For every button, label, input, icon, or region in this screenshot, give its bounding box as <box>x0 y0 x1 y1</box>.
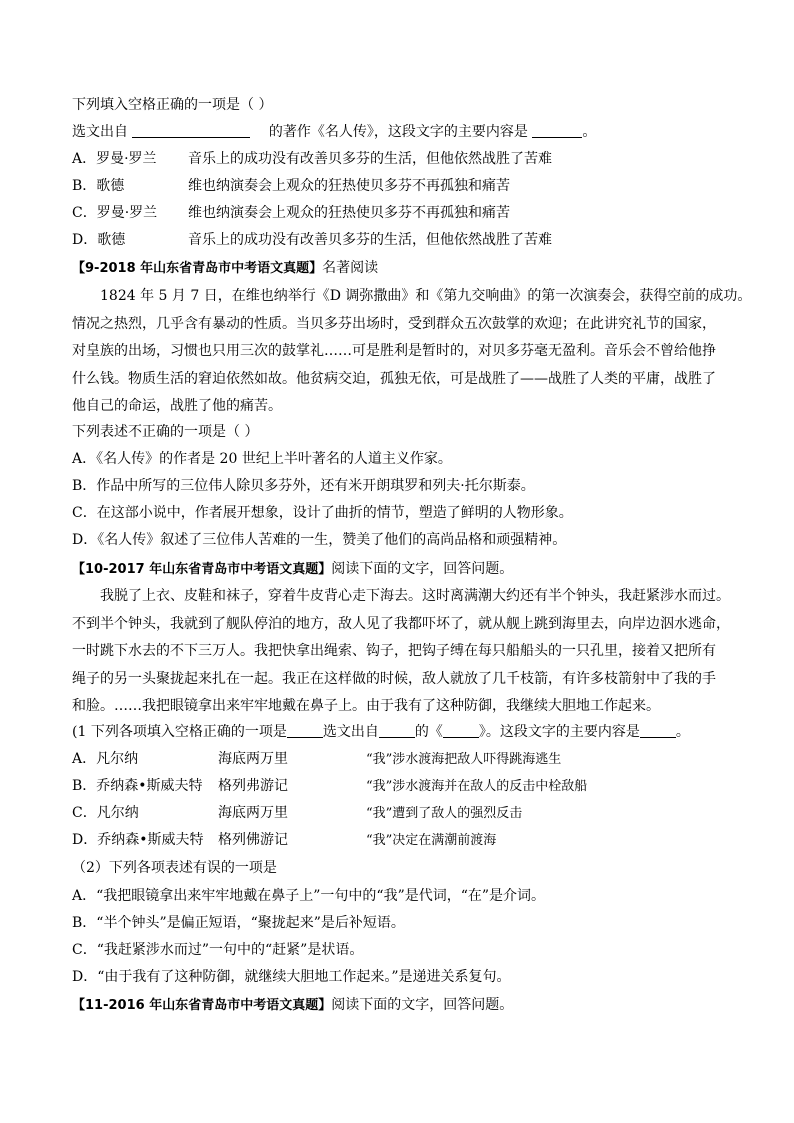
option-row <box>72 146 552 173</box>
option-label: A．凡尔纳 <box>72 751 139 767</box>
passage-line: 情况之热烈，几乎含有暴动的性质。当贝多芬出场时，受到群众五次鼓掌的欢迎；在此讲究礼节的国家， <box>72 316 716 332</box>
heading-source: 【10-2017 年山东省青岛市中考语文真题】 <box>72 562 332 577</box>
option-label: D．歌德 <box>72 232 126 248</box>
question-prompt: 下列表述不正确的一项是（ ） <box>72 424 259 440</box>
heading-tail: 阅读下面的文字，回答问题。 <box>331 997 514 1013</box>
heading-tail: 名著阅读 <box>322 260 379 276</box>
passage-line: 1824 年 5 月 7 日，在维也纳举行《D 调弥撒曲》和《第九交响曲》的第一次演奏会，获得空前的成功。 <box>100 288 752 304</box>
heading-tail: 阅读下面的文字，回答问题。 <box>331 561 514 577</box>
stem-text: 。 <box>582 124 597 140</box>
stem-text: 》。这段文字的主要内容是 <box>478 724 640 740</box>
option-book: 海底两万里 <box>218 805 288 821</box>
stem-text: (1 下列各项填入空格正确的一项是 <box>72 724 287 740</box>
passage-line: 绳子的另一头聚拢起来扎在一起。我正在这样做的时候，敌人就放了几千枝箭，有许多枝箭射中了我的手 <box>72 671 716 687</box>
option-label: A．罗曼·罗兰 <box>72 151 157 167</box>
option-book: 格列弗游记 <box>218 778 288 794</box>
passage-line: 一时跳下水去的不下三万人。我把快拿出绳索、钩子，把钩子缚在每只船船头的一只孔里，接着又把所有 <box>72 643 716 659</box>
option-row <box>72 773 587 800</box>
option-text: “我”决定在满潮前渡海 <box>366 833 497 848</box>
answer-blank[interactable] <box>132 123 250 138</box>
option-row: C．在这部小说中，作者展开想象，设计了曲折的情节，塑造了鲜明的人物形象。 <box>72 505 573 521</box>
option-text: “我”遭到了敌人的强烈反击 <box>366 806 523 821</box>
question-prompt: 下列填入空格正确的一项是（ ） <box>72 97 273 113</box>
option-row: A．《名人传》的作者是 20 世纪上半叶著名的人道主义作家。 <box>72 451 452 467</box>
stem-text: 选文出自 <box>322 724 379 740</box>
answer-blank[interactable] <box>379 723 415 738</box>
option-row: C．“我赶紧涉水而过”一句中的“赶紧”是状语。 <box>72 942 364 958</box>
heading-source: 【9-2018 年山东省青岛市中考语文真题】 <box>72 261 323 276</box>
option-row <box>72 827 496 854</box>
section-heading <box>72 255 378 282</box>
option-book: 海底两万里 <box>218 751 288 767</box>
passage-line: 和脸。……我把眼镜拿出来牢牢地戴在鼻子上。由于我有了这种防御，我继续大胆地工作起来。 <box>72 698 660 714</box>
stem-text: 的《 <box>414 724 443 740</box>
option-row <box>72 746 561 773</box>
option-row <box>72 800 522 827</box>
option-text: 音乐上的成功没有改善贝多芬的生活，但他依然战胜了苦难 <box>188 232 552 248</box>
option-row: D．“由于我有了这种防御，就继续大胆地工作起来。”是递进关系复句。 <box>72 969 511 985</box>
option-row <box>72 227 552 254</box>
option-label: B．乔纳森•斯威夫特 <box>72 778 203 794</box>
option-label: C．凡尔纳 <box>72 805 139 821</box>
answer-blank[interactable] <box>287 723 323 738</box>
option-text: 维也纳演奏会上观众的狂热使贝多芬不再孤独和痛苦 <box>188 205 510 221</box>
option-row: A．“我把眼镜拿出来牢牢地戴在鼻子上”一句中的“我”是代词，“在”是介词。 <box>72 888 546 904</box>
option-text: “我”涉水渡海把敌人吓得跳海逃生 <box>366 752 562 767</box>
option-row: B．“半个钟头”是偏正短语，“聚拢起来”是后补短语。 <box>72 915 405 931</box>
question-prompt: （2）下列各项表述有误的一项是 <box>72 860 277 876</box>
passage-line: 对皇族的出场，习惯也只用三次的鼓掌礼……可是胜利是暂时的，对贝多芬毫无盈利。音乐会不曾给他挣 <box>72 343 716 359</box>
section-heading <box>72 556 513 583</box>
option-label: D．乔纳森•斯威夫特 <box>72 832 204 848</box>
option-row <box>72 173 510 200</box>
section-heading <box>72 992 513 1019</box>
option-text: 音乐上的成功没有改善贝多芬的生活，但他依然战胜了苦难 <box>188 151 552 167</box>
stem-text: 。 <box>675 724 690 740</box>
passage-line: 不到半个钟头，我就到了舰队停泊的地方，敌人见了我都吓坏了，就从舰上跳到海里去，向岸边泅水逃命， <box>72 616 730 632</box>
answer-blank[interactable] <box>532 123 582 138</box>
answer-blank[interactable] <box>443 723 479 738</box>
question-stem <box>72 119 596 146</box>
option-book: 格列佛游记 <box>218 832 288 848</box>
option-text: “我”涉水渡海并在敌人的反击中栓敌船 <box>366 779 588 794</box>
option-row <box>72 200 510 227</box>
option-text: 维也纳演奏会上观众的狂热使贝多芬不再孤独和痛苦 <box>188 178 510 194</box>
answer-blank[interactable] <box>640 723 676 738</box>
question-stem <box>72 719 690 746</box>
stem-text: 选文出自 <box>72 124 128 140</box>
passage-line: 他自己的命运，战胜了他的痛苦。 <box>72 398 282 414</box>
stem-text: 的著作《名人传》，这段文字的主要内容是 <box>268 124 528 140</box>
option-row: D．《名人传》叙述了三位伟人苦难的一生，赞美了他们的高尚品格和顽强精神。 <box>72 532 567 548</box>
passage-line: 什么钱。物质生活的窘迫依然如故。他贫病交迫，孤独无依，可是战胜了——战胜了人类的平庸，战胜了 <box>72 371 716 387</box>
option-row: B．作品中所写的三位伟人除贝多芬外，还有米开朗琪罗和列夫·托尔斯泰。 <box>72 478 535 494</box>
option-label: B．歌德 <box>72 178 125 194</box>
option-label: C．罗曼·罗兰 <box>72 205 158 221</box>
passage-line: 我脱了上衣、皮鞋和袜子，穿着牛皮背心走下海去。这时离满潮大约还有半个钟头，我赶紧涉水而过。 <box>100 588 730 604</box>
heading-source: 【11-2016 年山东省青岛市中考语文真题】 <box>72 998 332 1013</box>
